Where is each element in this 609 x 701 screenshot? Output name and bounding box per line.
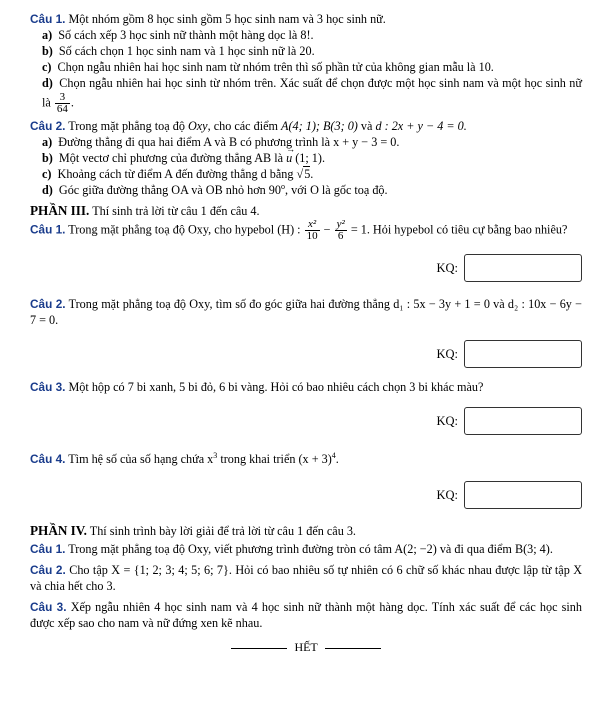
minus-sign: − bbox=[323, 222, 331, 237]
section-instruction: Thí sinh trình bày lời giải để trả lời từ câu 1 đến câu 3. bbox=[89, 524, 356, 538]
exponent: 3 bbox=[213, 450, 218, 460]
degree-sup: o bbox=[281, 181, 285, 191]
option-b bbox=[42, 150, 582, 166]
option-a bbox=[42, 134, 582, 150]
option-b bbox=[42, 43, 582, 59]
option-text: Số cách xếp 3 học sinh nữ thành một hàng dọc là 8!. bbox=[58, 28, 314, 42]
answer-label: KQ: bbox=[436, 414, 458, 428]
question-label: Câu 3. bbox=[30, 380, 66, 394]
question-text: Cho tập X = {1; 2; 3; 4; 5; 6; 7}. Hỏi có bao nhiêu số tự nhiên có 6 chữ số khác nhau được lập từ tập X và chia hết cho 3. bbox=[30, 563, 583, 593]
answer-box-1[interactable] bbox=[464, 254, 582, 282]
question-p2-2 bbox=[30, 118, 582, 134]
question-label: Câu 1. bbox=[30, 12, 66, 26]
fraction-numerator: 3 bbox=[59, 91, 66, 103]
question-text: và bbox=[360, 119, 373, 133]
section-heading-part3 bbox=[30, 203, 582, 219]
divider-right bbox=[325, 648, 381, 649]
question-label: Câu 2. bbox=[30, 119, 66, 133]
answer-box-4[interactable] bbox=[464, 481, 582, 509]
option-d: d) Chọn ngẫu nhiên hai học sinh từ nhóm trên. Xác suất để chọn được một học sinh nam và một học sinh nữ là $\frac{3}{64}$ . bbox=[42, 76, 582, 115]
options-p2-1 bbox=[42, 27, 582, 115]
option-text: Chọn ngẫu nhiên hai học sinh nam từ nhóm trên thì số phần tử của không gian mẫu là 10. bbox=[57, 60, 494, 74]
hyperbola-term-y bbox=[335, 219, 347, 242]
answer-row-1 bbox=[30, 254, 582, 282]
question-p4-1 bbox=[30, 541, 582, 557]
question-label: Câu 1. bbox=[30, 542, 66, 556]
fraction-denominator: 6 bbox=[335, 230, 347, 242]
end-marker bbox=[30, 639, 582, 655]
option-letter: c) bbox=[42, 60, 52, 74]
option-letter: d) bbox=[42, 76, 53, 90]
fraction-denominator: 64 bbox=[56, 103, 68, 115]
question-label: Câu 2. bbox=[30, 297, 66, 311]
question-text: Trong mặt phẳng toạ độ Oxy, cho hypebol (H) : bbox=[68, 222, 301, 237]
option-text: Số cách chọn 1 học sinh nam và 1 học sinh nữ là 20. bbox=[58, 44, 315, 58]
option-letter: a) bbox=[42, 135, 53, 149]
section-instruction: Thí sinh trả lời từ câu 1 đến câu 4. bbox=[92, 204, 260, 218]
question-text: Trong mặt phẳng toạ độ bbox=[68, 119, 185, 133]
question-text: Tìm hệ số của số hạng chứa x bbox=[68, 452, 214, 466]
vector-u: u → bbox=[286, 150, 292, 166]
hyperbola-term-x bbox=[305, 219, 320, 242]
question-text: . bbox=[335, 452, 339, 466]
question-p3-3 bbox=[30, 379, 582, 395]
probability-fraction bbox=[55, 92, 70, 115]
option-text: Một vectơ chỉ phương của đường thẳng AB là bbox=[58, 151, 284, 165]
question-p3-2 bbox=[30, 296, 582, 328]
sqrt-radicand: 5 bbox=[304, 167, 311, 181]
question-text: Một hộp có 7 bi xanh, 5 bi đỏ, 6 bi vàng. Hỏi có bao nhiêu cách chọn 3 bi khác màu? bbox=[68, 380, 484, 394]
answer-row-2 bbox=[30, 340, 582, 368]
question-text: , cho các điểm bbox=[207, 119, 278, 133]
question-p4-3 bbox=[30, 599, 582, 631]
option-letter: b) bbox=[42, 44, 53, 58]
question-label: Câu 3. bbox=[30, 600, 67, 614]
question-p4-2 bbox=[30, 562, 582, 594]
section-title: PHẦN IV. bbox=[30, 523, 87, 538]
math-points: A(4; 1); B(3; 0) bbox=[281, 119, 358, 133]
end-text: HẾT bbox=[294, 640, 318, 654]
question-text: Trong mặt phẳng toạ độ Oxy, tìm số đo góc giữa hai đường thẳng d₁ : 5x − 3y + 1 = 0 và d₂ : 10x − 6y − 7 = 0. bbox=[30, 297, 583, 327]
answer-label: KQ: bbox=[436, 347, 458, 361]
option-letter: d) bbox=[42, 183, 53, 197]
answer-box-2[interactable] bbox=[464, 340, 582, 368]
sqrt-expression: √5. bbox=[296, 167, 314, 181]
section-heading-part4 bbox=[30, 523, 582, 539]
question-p2-1 bbox=[30, 11, 582, 27]
answer-row-3 bbox=[30, 407, 582, 435]
option-text: Chọn ngẫu nhiên hai học sinh từ nhóm trên. Xác suất để chọn được một học sinh nam và một học sinh nữ là bbox=[42, 76, 582, 110]
question-p3-4 bbox=[30, 451, 582, 467]
option-c bbox=[42, 166, 582, 182]
math-oxy: Oxy bbox=[187, 119, 208, 133]
question-p3-1 bbox=[30, 219, 582, 242]
divider-left bbox=[231, 648, 287, 649]
option-text: Khoảng cách từ điểm A đến đường thẳng d bằng bbox=[57, 167, 294, 181]
option-text: , với O là gốc toạ độ. bbox=[285, 183, 388, 197]
question-text: = 1. Hỏi hypebol có tiêu cự bằng bao nhiêu? bbox=[350, 222, 568, 237]
answer-row-4 bbox=[30, 481, 582, 509]
fraction-numerator: y² bbox=[336, 218, 345, 230]
option-text: (1; 1). bbox=[295, 151, 325, 165]
option-a bbox=[42, 27, 582, 43]
option-text: Góc giữa đường thẳng OA và OB nhỏ hơn 90 bbox=[58, 183, 281, 197]
option-letter: b) bbox=[42, 151, 53, 165]
fraction-numerator: x² bbox=[308, 218, 317, 230]
option-letter: a) bbox=[42, 28, 53, 42]
question-label: Câu 2. bbox=[30, 563, 66, 577]
answer-label: KQ: bbox=[436, 488, 458, 502]
option-text: Đường thẳng đi qua hai điểm A và B có phương trình là x + y − 3 = 0. bbox=[58, 135, 400, 149]
question-text: Một nhóm gồm 8 học sinh gồm 5 học sinh nam và 3 học sinh nữ. bbox=[68, 12, 386, 26]
math-line-d: d : 2x + y − 4 = 0. bbox=[375, 119, 467, 133]
option-d bbox=[42, 182, 582, 198]
answer-label: KQ: bbox=[436, 261, 458, 275]
exam-page bbox=[30, 10, 582, 655]
answer-box-3[interactable] bbox=[464, 407, 582, 435]
section-title: PHẦN III. bbox=[30, 203, 90, 218]
question-text: Trong mặt phẳng toạ độ Oxy, viết phương trình đường tròn có tâm A(2; −2) và đi qua điểm B(3; 4). bbox=[68, 542, 553, 556]
exponent: 4 bbox=[331, 450, 336, 460]
fraction-denominator: 10 bbox=[306, 230, 318, 242]
option-letter: c) bbox=[42, 167, 52, 181]
question-text: Xếp ngẫu nhiên 4 học sinh nam và 4 học sinh nữ thành một hàng dọc. Tính xác suất để các học sinh được xếp sao cho nam và nữ đứng xen kẽ nhau. bbox=[30, 600, 582, 630]
option-c bbox=[42, 59, 582, 75]
question-label: Câu 1. bbox=[30, 222, 66, 237]
question-label: Câu 4. bbox=[30, 452, 66, 466]
question-text: trong khai triển (x + 3) bbox=[217, 452, 332, 466]
options-p2-2 bbox=[42, 134, 582, 198]
